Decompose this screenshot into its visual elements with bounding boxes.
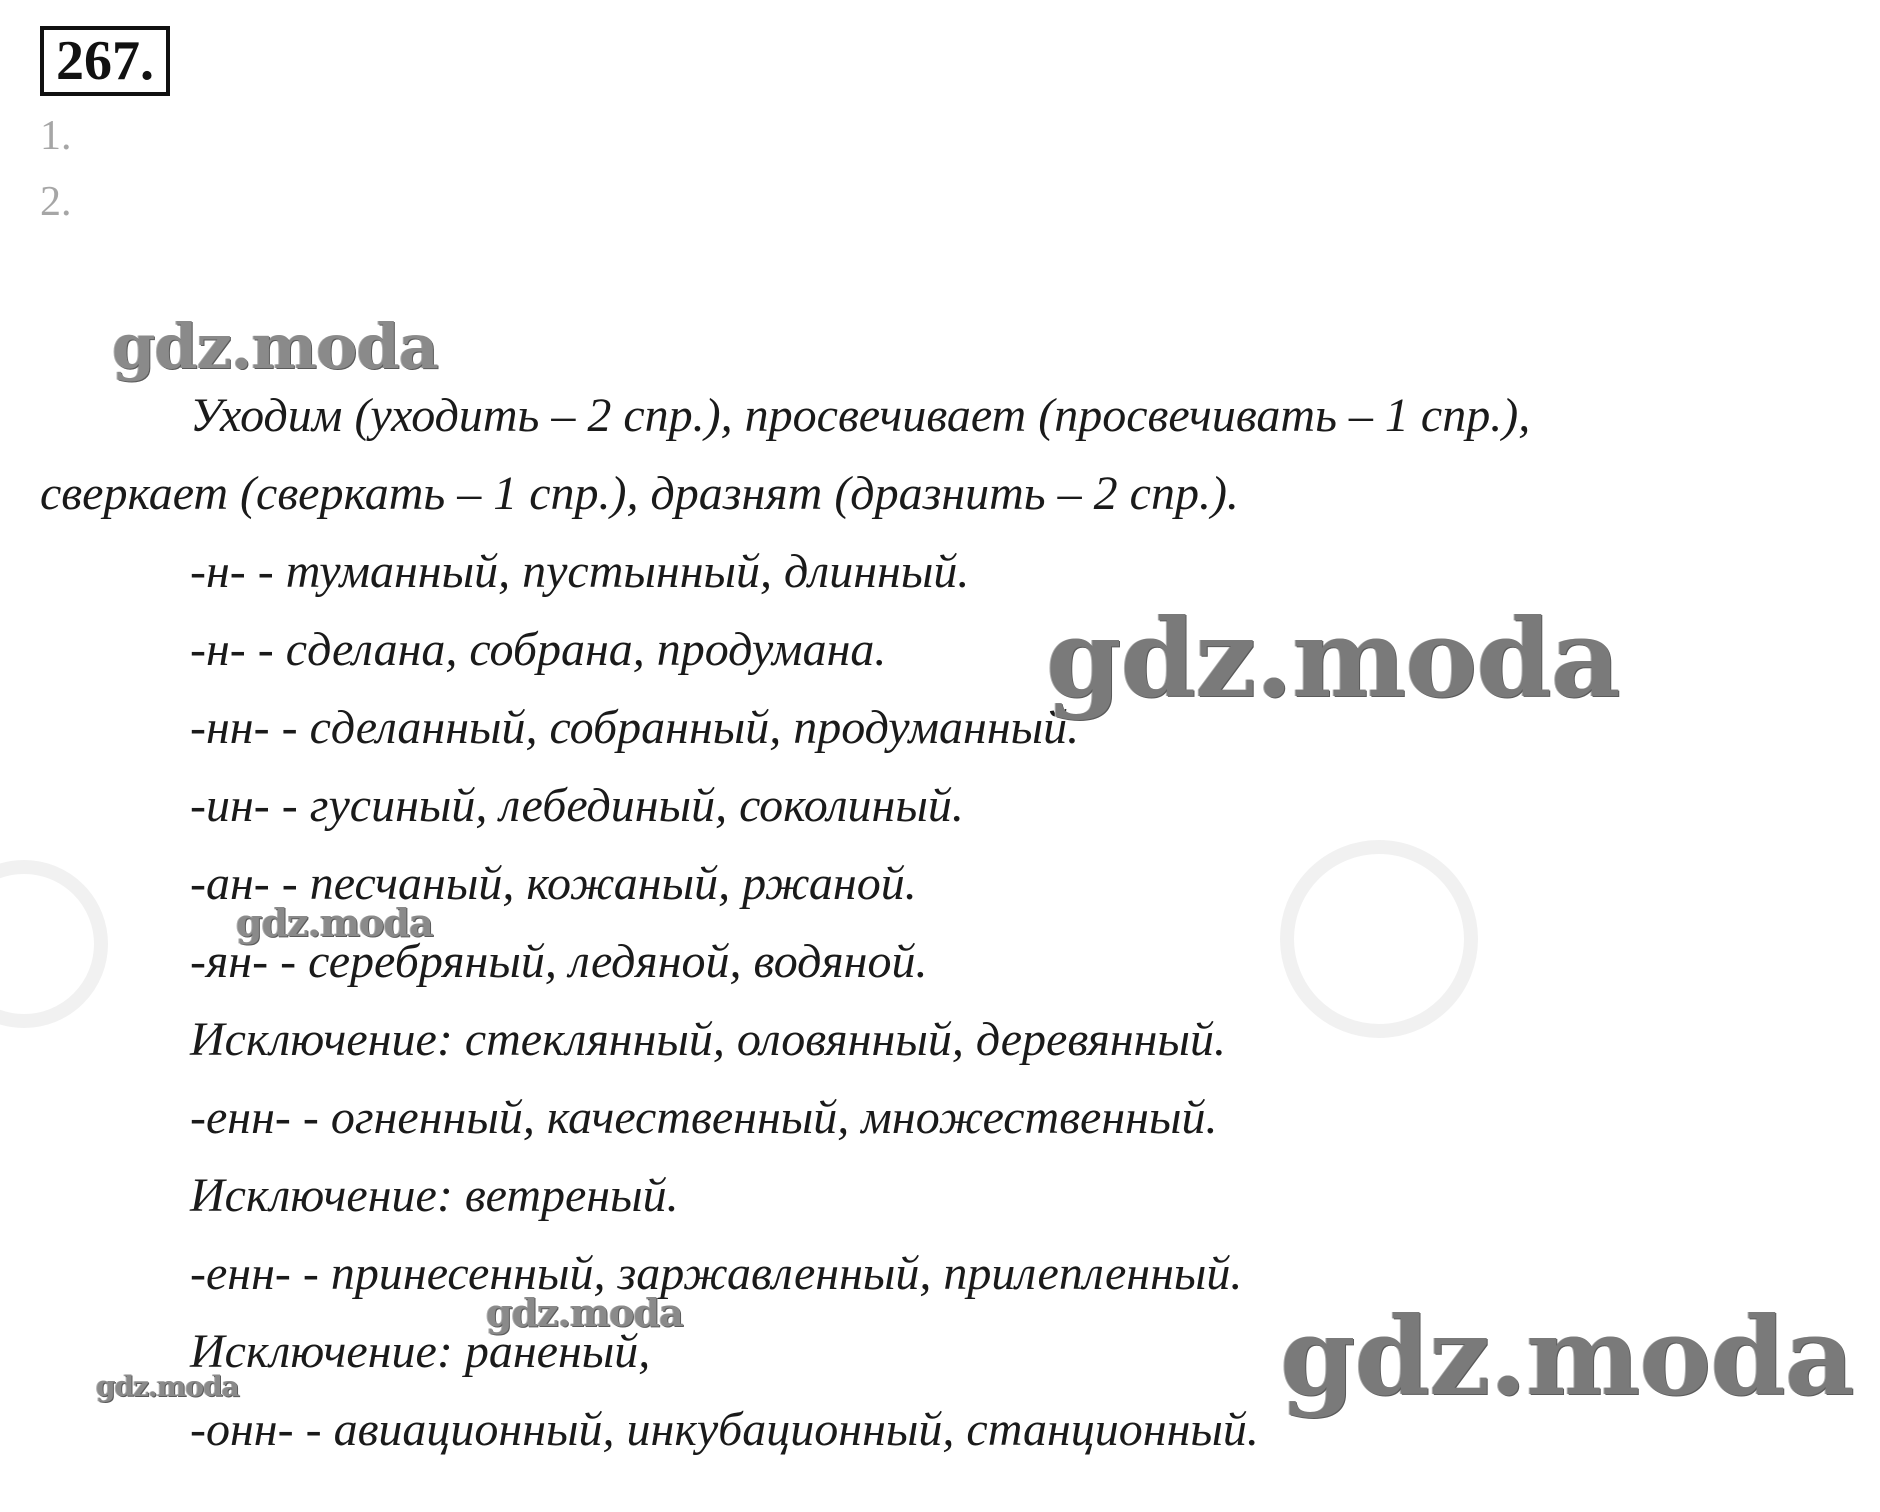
answer-line: -онн- - авиационный, инкубационный, станционный. xyxy=(190,1403,1259,1456)
answer-line: -ян- - серебряный, ледяной, водяной. xyxy=(190,935,928,988)
answer-line: -н- - туманный, пустынный, длинный. xyxy=(190,545,970,598)
paragraph-line: сверкает (сверкать – 1 спр.), дразнят (дразнить – 2 спр.). xyxy=(40,467,1239,520)
answer-line: -енн- - огненный, качественный, множественный. xyxy=(190,1091,1218,1144)
exception-line: Исключение: стеклянный, оловянный, деревянный. xyxy=(190,1013,1226,1066)
watermark-logo: gdz.moda xyxy=(1280,1294,1854,1420)
watermark-logo: gdz.moda xyxy=(236,900,433,945)
task-number: 267. xyxy=(40,26,170,96)
paragraph-line: Уходим (уходить – 2 спр.), просвечивает (просвечивать – 1 спр.), xyxy=(190,389,1531,442)
answer-line: -ан- - песчаный, кожаный, ржаной. xyxy=(190,857,917,910)
watermark-logo: gdz.moda xyxy=(486,1290,683,1335)
watermark-logo: gdz.moda xyxy=(112,310,438,383)
item-number: 2. xyxy=(40,179,72,225)
exception-line: Исключение: раненый, xyxy=(190,1325,651,1378)
background-watermark-circle xyxy=(1280,840,1478,1038)
answer-line: -н- - сделана, собрана, продумана. xyxy=(190,623,887,676)
answer-line: -енн- - принесенный, заржавленный, прилепленный. xyxy=(190,1247,1243,1300)
answer-line: -нн- - сделанный, собранный, продуманный. xyxy=(190,701,1080,754)
exception-line: Исключение: ветреный. xyxy=(190,1169,679,1222)
background-watermark-circle xyxy=(0,860,108,1028)
watermark-logo: gdz.moda xyxy=(96,1370,239,1403)
answer-line: -ин- - гусиный, лебединый, соколиный. xyxy=(190,779,964,832)
watermark-logo: gdz.moda xyxy=(1046,596,1620,722)
item-number: 1. xyxy=(40,113,72,159)
